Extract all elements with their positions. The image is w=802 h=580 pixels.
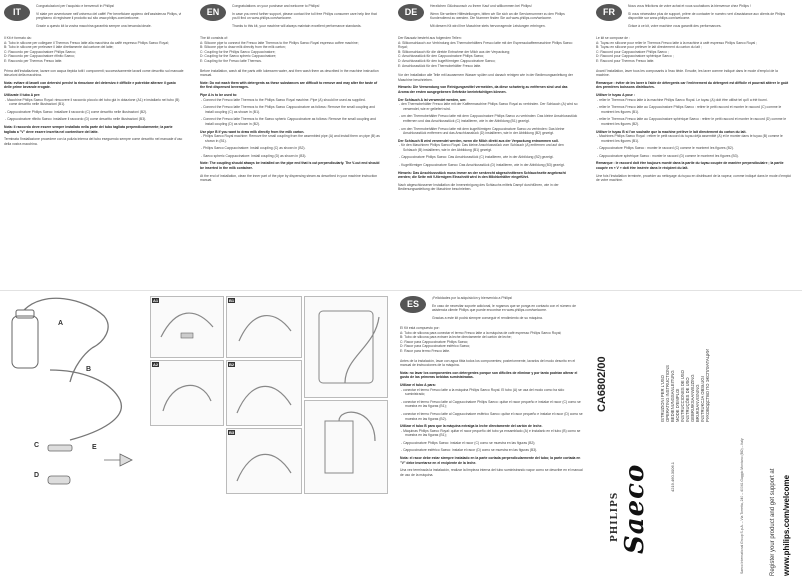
lang-badge-en: EN (200, 4, 226, 21)
usage-item: - um den Thermobehälter Fresco latte mit dem kugelförmigen Cappuccinatore Saeco zu verbinden: Das kleine Anschlussstück entfernen und das Anschlussstück (D) installieren, wie in der Abbildung (B2) gezeigt. (399, 126, 565, 136)
intro-line: Thanks to this kit, your machine will always maintain excellent performance standards. (232, 23, 362, 28)
note: Nota: no lavar los componentes con detergentes porque son difíciles de eliminar y por tanto podrían alterar el gusto de las primeras bebidas suministradas. (400, 370, 578, 380)
usage-title: Utilizar el tubo B para que la máquina extraiga la leche directamente del cartón de leche. (400, 424, 543, 429)
lang-badge-fr: FR (596, 4, 622, 21)
usage-item: - Philips Saeco Cappuccinatore: Install coupling (C) as shown in (B2). (201, 146, 306, 151)
usage-item: - um den Thermobehälter Fresco latte mit dem Cappuccinatore Philips Saeco zu verbinden: Das kleine Anschlussstück entfernen und das Anschlussstück (C) installieren, wie in der Abbildung (B1) gezeigt. (399, 114, 578, 123)
kit-item: E: Racor para termo Fresco latte. (400, 348, 451, 353)
note: Hinweis: Die Verwendung von Reinigungsmittel vermeiden, da diese schwierig zu entfernen sind und das Aroma der ersten ausgegebenen Getränke beeinträchtigen können. (398, 85, 568, 94)
usage-item: - für den Maschinen Philips Saeco Royal: Das kleine Anschlussstück vom Schlauch (A) entfernen und auf den Schlauch (B) installieren, wie in der Abbildung (B1) gezeigt. (399, 143, 564, 152)
usage-item: - Connect the Fresco latte Thermos to the Saeco spheric Cappuccinatore as follows: Remove the small coupling and install coupling (D) as shown in (B2). (201, 117, 376, 126)
note: Nota: el racor debe estar siempre instalado en la parte cortada perpendicularmente del tubo; la parte cortada en "V" debe insertarse en el recipiente de la leche. (400, 456, 581, 465)
kit-item: D: Raccordo per Cappuccinatore rifinito Saeco; (4, 54, 75, 59)
intro-line: ¡Felicidades por la adquisición y bienvenido a Philips! (432, 296, 513, 300)
usage-item: - Cappuccinatore rifinito Saeco: installare il raccordo (D) come descritto nelle illustrazioni (B3). (5, 117, 147, 122)
kit-item: D: Coupling for the Saeco spheric Cappuccinatore; (200, 54, 277, 59)
intro-fr (628, 4, 792, 31)
panel-b1 (226, 296, 302, 358)
panel-label: B1 (229, 298, 235, 303)
usage-title: Pipe A is to be used to: (200, 92, 238, 97)
back-cover (590, 292, 802, 580)
language-line: INSTRUÇÕES DE USO (685, 377, 690, 422)
intro-line: Congratulations on your purchase and welcome to Philips! (232, 4, 320, 8)
fold-line (0, 290, 802, 291)
usage-item: - Cappuccinatore Philips Saeco : monter le raccord (C) comme le montrent les figures (B2). (597, 146, 734, 151)
lang-header-en (200, 4, 380, 26)
kit-item: C: Coupling for the Philips Saeco Cappuccinatore; (200, 49, 276, 54)
lang-badge-de: DE (398, 4, 424, 21)
panel-label: B3 (229, 430, 235, 435)
language-line: GEBRUIKSAANWIJZING (690, 374, 695, 422)
kit-item: C: Racor para Cappuccinatore Philips Saeco; (400, 339, 469, 344)
section-de (398, 4, 578, 195)
usage-item: - relier le Thermos Fresco latte au Cappuccinatore sphérique Saeco : retirer le petit raccord et monter le raccord (D) comme le montrent les figures (B2). (597, 117, 787, 126)
intro-es (432, 296, 582, 323)
kit-item: C: Raccordo per Cappuccinatore Philips Saeco; (4, 49, 76, 54)
intro-line: Grâce à ce kit, votre machine vous garantit des performances. (628, 23, 722, 28)
kit-item: E: Raccord pour Thermos Fresco latte. (596, 58, 655, 63)
register-url: www.philips.com/welcome (782, 474, 791, 576)
intro-line: En caso de necesitar soporte adicional, le rogamos que se ponga en contacto con el número de asistencia cliente Philips que puede encontrar en www.philips.com/welcome. (432, 303, 577, 312)
usage-item: - Máquinas Philips Saeco Royal: quitar el racor pequeño del tubo ya ensamblado (A) e instalarlo en el tubo (B) como se muestra en las figuras (B1); (401, 428, 581, 438)
paragraph: Vor der Installation alle Teile mit lauwarmem Wasser spülen und danach reinigen wie in der Bedienungsanleitung der Maschine beschrieben. (398, 73, 573, 82)
usage-title: Utilizar el tubo A para: (400, 382, 436, 387)
usage-title: Utilizzate il tubo A per: (4, 92, 41, 97)
language-line: MODE D'EMPLOI (675, 388, 680, 422)
usage-item: - conectar el termo Fresco latte a la máquina Philips Saeco Royal. El tubo (A) se usa del modo como ha sido suministrado; (401, 387, 565, 397)
kit-item: E: Anschlussstück für den Thermobehälter Fresco latte. (398, 63, 482, 68)
usage-item: - Cappuccinatore esférico Saeco: instalar el racor (D) como se muestra en las figuras (B3). (401, 448, 538, 453)
language-line: INSTRUKCJA OBSŁUGI (700, 376, 705, 422)
usage-item: - relier le Thermos Fresco latte au Cappuccinatore Philips Saeco : retirer le petit raccord et monter le raccord (C) comme le montrent les figures (B1). (597, 105, 782, 114)
lang-header-de (398, 4, 578, 26)
intro-line: In case you need further support, please contact the toll free Philips consumer care help line that you'll find on www.philips.com/welcome. (232, 11, 377, 20)
note: Nota: il raccordo deve essere sempre installato nella parte del tubo tagliata perpendicolarmente; la parte tagliata a "V" deve essere inserita nel contenitore del latte. (4, 124, 173, 134)
legal-line: Saeco International Group S.p.A. – Via Torretta, 240 – 40041 Gaggio Montano (BO) – Italy (740, 438, 744, 574)
paragraph: Avant l'installation, laver tous les composants à l'eau tiède. Ensuite, les laver comme indiqué dans le mode d'emploi de la machine. (596, 68, 778, 78)
kit-item: D: Anschlussstück für den kugelförmigen Cappuccinatore Saeco; (398, 58, 496, 63)
saeco-logo: Saeco (620, 463, 650, 554)
usage-item: - conectar el termo Fresco latte al Cappuccinatore Philips Saeco: quitar el racor pequeño e instalar el racor (C) como se muestra en las figuras (B1); (401, 399, 581, 409)
usage-item: - Philips Saeco Royal machine: Remove the small coupling from the assembled pipe (A) and install them on pipe (B) as shown in (B1). (201, 134, 380, 143)
intro-line: Herzlichen Glückwunsch zu Ihrem Kauf und willkommen bei Philips! (430, 4, 532, 8)
lang-header-es (400, 296, 584, 318)
paragraph: Terminata l'installazione procedere con la pulizia interna del tubo eseguendo sempre come descritto nel manuale d'uso della vostra macchina. (4, 137, 183, 146)
language-line: ISTRUZIONI PER L'USO (660, 375, 665, 422)
kit-item: A: Silikonschlauch zur Verbindung des Thermobehälters Fresco latte mit der Espressokaffeemaschine Philips Saeco Royal; (398, 40, 573, 50)
intro-line: Si vous nécessitez plus de support, prière de contacter le numéro vert d'assistance aux clients de Philips disponible sur www.philips.com/welcome. (628, 11, 786, 20)
usage-item: - Kugelförmiger Cappuccinatore Saeco: Das Anschlussstück (D) installieren, wie in der Abbildung (B3) gezeigt. (399, 163, 565, 168)
paragraph: Prima dell'installazione, lavare con acqua tiepida tutti i componenti; successivamente lavarli come descritto sul manuale istruzioni della macchina. (4, 68, 184, 78)
paragraph: At the end of installation, clean the inner part of the pipe by dispensing steam as described in your machine instruction manual. (200, 173, 378, 183)
kit-title: The kit consists of: (200, 36, 229, 40)
intro-line: Wenn Sie weitere Hilfestellungen, bitten wir Sie sich an die Servicenummer zu den Philips Kundendienst zu wenden. Die Nummer finden Sie auf www.philips.com/welcome. (430, 11, 565, 20)
language-line: OPERATING INSTRUCTIONS (665, 365, 670, 422)
paragraph: Antes de la instalación, lavar con agua tibia todos los componentes; posteriormente, lavarlos del modo descrito en el manual de instrucciones de la máquina. (400, 358, 576, 368)
coupling-c-illustration (44, 440, 84, 456)
section-en (200, 4, 380, 186)
section-it (4, 4, 184, 149)
paragraph: Une fois l'installation terminée, procéder au nettoyage du tuyau en distribuant de la vapeur, comme indiqué dans le mode d'emploi de votre machine. (596, 173, 792, 183)
section-fr (596, 4, 792, 186)
kit-item: D: Racor para Cappuccinatore esférico Saeco; (400, 344, 471, 349)
label-a: A (58, 320, 64, 327)
kit-item: E: Raccordo per Thermos Fresco latte. (4, 58, 63, 63)
intro-line: Congratulazioni per l'acquisto e benvenuti in Philips! (36, 4, 115, 8)
lang-header-it (4, 4, 184, 26)
intro-line: Mit diesem Kit wird Ihre Maschine stets hervorragende Leistungen erbringen. (430, 23, 546, 28)
lang-header-fr (596, 4, 792, 26)
kit-item: D: Raccord pour Cappuccinatore sphérique Saeco ; (596, 54, 674, 59)
usage-item: - Connect the Fresco latte Thermos to the Philips Saeco Cappuccinatore as follows: Remove the small coupling and install coupling (C) as shown in (B1). (201, 105, 375, 114)
kit-list-it (4, 36, 184, 64)
kit-list-es (400, 326, 584, 354)
panel-b2 (226, 360, 302, 426)
kit-item: B: Silicone pipe to draw milk directly from the milk carton; (200, 45, 286, 50)
label-b: B (86, 366, 92, 373)
kit-item: A: Tubo de silicona para conectar el termo Fresco latte a la máquina de café espresso Philips Saeco Royal; (400, 330, 562, 335)
kit-list-de (398, 36, 578, 68)
intro-line: Vi state per avventurare nell'universo del caffè! Per beneficiare appieno dell'assistenza Philips, vi preghiamo di registrare il prodotto sul sito www.philips.com/welcome. (36, 11, 182, 20)
usage-title: Der Schlauch A ist verwendet werden, um: (398, 97, 467, 102)
usage-item: - den Thermobehälter Fresco latte mit der Kaffeemaschine Philips Saeco Royal zu verbinden. Der Schlauch (A) wird so verwendet, wie er geliefert wird. (399, 102, 578, 111)
kit-item: A: Silicone pipe to connect the Fresco latte Thermos to the Philips Saeco Royal espresso coffee machine; (200, 40, 359, 45)
languages-block (660, 302, 710, 422)
panel-label: A2 (153, 362, 159, 367)
label-c: C (34, 442, 40, 449)
kit-item: E: Coupling for the Fresco latte Thermos. (200, 58, 262, 63)
language-line: INSTRUCCIONES DE USO (680, 370, 685, 422)
note: Note: The coupling should always be installed on the pipe end that is cut perpendicularly. The V-cut end should be inserted in the milk container. (200, 161, 380, 171)
kit-item: C: Raccord pour Cappuccinatore Philips Saeco ; (596, 49, 669, 54)
register-line: Register your product and get support at (770, 468, 776, 576)
panel-machine (304, 296, 388, 398)
intro-de (430, 4, 578, 31)
panel-carton (304, 400, 388, 494)
usage-item: - Cappuccinatore Philips Saeco: Das Anschlussstück (C) installieren, wie in der Abbildung (B2) gezeigt. (399, 155, 554, 160)
note: Remarque : éviter de les laver à l'aide de détergents car l'enlèvement du détergent est difficile et pourrait altérer le goût des premières boissons distribuées. (596, 80, 789, 90)
label-e: E (92, 444, 97, 451)
intro-it (36, 4, 184, 31)
section-es (400, 296, 584, 480)
usage-item: - conectar el termo Fresco latte al Cappuccinatore esférico Saeco: quitar el racor pequeño e instalar el racor (D) como se muestra en las figuras (B2). (401, 411, 583, 421)
intro-line: Nous vous félicitons de votre achat et vous souhaitons la bienvenue chez Philips ! (628, 4, 751, 8)
philips-logo: PHILIPS (610, 491, 620, 542)
paragraph: Before installation, wash all the parts with lukewarm water, and then wash them as described in the machine instruction manual. (200, 68, 379, 78)
note: Nota: evitare di lavarli con detersivi perché la rimozione del detersivo è difficile e potrebbe alterare il gusto delle prime bevande erogate. (4, 80, 176, 90)
note: Remarque : le raccord doit être toujours monté dans la partie du tuyau coupée de manière perpendiculaire ; la partie coupée en « V » doit être insérée dans le récipient du lait. (596, 161, 784, 171)
label-d: D (34, 472, 40, 479)
usage-title: Utiliser le tuyau B si l'on souhaite que la machine prélève le lait directement du carton du lait. (596, 129, 747, 134)
usage-title: Der Schlauch B wird verwendet werden, wenn die Milch direkt aus der Verpackung entnommen soll. (398, 138, 559, 143)
intro-en (232, 4, 380, 31)
coupling-d-illustration (44, 470, 84, 490)
usage-item: - Macchine Philips Saeco Royal: rimuovere il raccordo piccolo del tubo già in dotazione (A1) e installarlo nel tubo (B) come descritto nelle illustrazioni (B1). (5, 97, 180, 107)
kit-item: B: Tubo in silicone per prelevare il latte direttamente dal cartone del latte; (4, 45, 114, 50)
model-code: CA6802/00 (596, 356, 608, 412)
usage-item: - relier le Thermos Fresco latte à la machine Philips Saeco Royal. Le tuyau (A) doit être utilisé tel qu'il a été fourni. (597, 97, 768, 102)
paragraph: Una vez terminada la instalación, realizar la limpieza interna del tubo suministrando vapor como se describe en el manual de uso de la máquina. (400, 468, 583, 477)
kit-item: A: Tuyau en silicone pour relier le Thermos Fresco latte à la machine à café espresso Philips Saeco Royal ; (596, 40, 758, 45)
intro-line: Grazie a questo kit la vostra macchina garantirà sempre una bevanda ideale. (36, 23, 152, 28)
kit-item: B: Tuyau en silicone pour prélever le lait directement du carton du lait ; (596, 45, 702, 50)
usage-title: Use pipe B if you want to draw milk directly from the milk carton. (200, 129, 305, 134)
kit-item: C: Anschlussstück für den Cappuccinatore Philips Saeco; (398, 54, 485, 59)
code-line: 4219.460.3006.1 (670, 461, 675, 492)
language-line: РУКОВОДСТВО ПО ЭКСПЛУАТАЦИИ (705, 349, 710, 422)
usage-item: - Cappuccinatore sphérique Saeco : monter le raccord (D) comme le montrent les figures (B3). (597, 153, 739, 158)
language-line: BEDIENUNGSANLEITUNG (670, 370, 675, 422)
panel-a2 (150, 360, 224, 426)
usage-item: - Saeco spheric Cappuccinatore: Install coupling (D) as shown in (B3). (201, 153, 307, 158)
language-line: BRUKSANVISNING (695, 384, 700, 422)
lang-badge-es: ES (400, 296, 426, 313)
panel-a1 (150, 296, 224, 358)
panel-label: B2 (229, 362, 235, 367)
kit-item: A: Tubo in silicone per collegare il Thermos Fresco latte alla macchina da caffè espresso Philips Saeco Royal; (4, 40, 169, 45)
usage-title: Utiliser le tuyau A pour : (596, 92, 635, 97)
kit-list-en (200, 36, 380, 64)
pipe-b-illustration (40, 360, 140, 450)
usage-item: - Machines Philips Saeco Royal : retirer le petit raccord du tuyau déjà assemblé (A) et le monter dans le tuyau (B) comme le montrent les figures (B1). (597, 134, 783, 143)
kit-item: B: Silikonschlauch für die direkte Entnahme der Milch aus der Verpackung; (398, 49, 511, 54)
lang-badge-it: IT (4, 4, 30, 21)
usage-item: - Connect the Fresco latte Thermos to the Philips Saeco Royal machine. Pipe (A) should be used as supplied. (201, 97, 366, 102)
usage-item: - Cappuccinatore Philips Saeco: instalar el racor (C) como se muestra en las figuras (B2); (401, 440, 536, 445)
paragraph: Nach abgeschlossener Installation die Innenreinigung des Schlauchs mittels Dampf durchführen, wie in der Bedienungsanleitung der Maschine beschrieben. (398, 182, 559, 192)
panel-b3 (226, 428, 302, 494)
kit-title: El Kit está compuesto por: (400, 326, 440, 330)
kit-title: Der Bausatz besteht aus folgenden Teilen: (398, 36, 462, 40)
usage-item: - Cappuccinatore Philips Saeco: installare il raccordo (C) come descritto nelle illustrazioni (B2). (5, 109, 148, 114)
intro-line: Gracias a este kit podrá siempre conseguir el rendimiento de su máquina. (432, 315, 543, 320)
kit-item: B: Tubo de silicona para extraer la leche directamente del cartón de leche; (400, 335, 512, 340)
note: Note: Do not wash them with detergents as these substances are difficult to remove and may alter the taste of the first dispensed beverages. (200, 80, 378, 90)
kit-title: Le kit se compose de : (596, 36, 630, 40)
panel-label: A1 (153, 298, 159, 303)
kit-title: Il Kit è formato da: (4, 36, 32, 40)
note: Hinweis: Das Anschlussstück muss immer an der senkrecht abgeschnittenen Schlauchseite angebracht werden; die Seite mit V-förmigem Einschnitt wird in den Milchbehälter eingeführt. (398, 170, 566, 180)
kit-list-fr (596, 36, 792, 64)
coupling-e-illustration (100, 450, 140, 470)
